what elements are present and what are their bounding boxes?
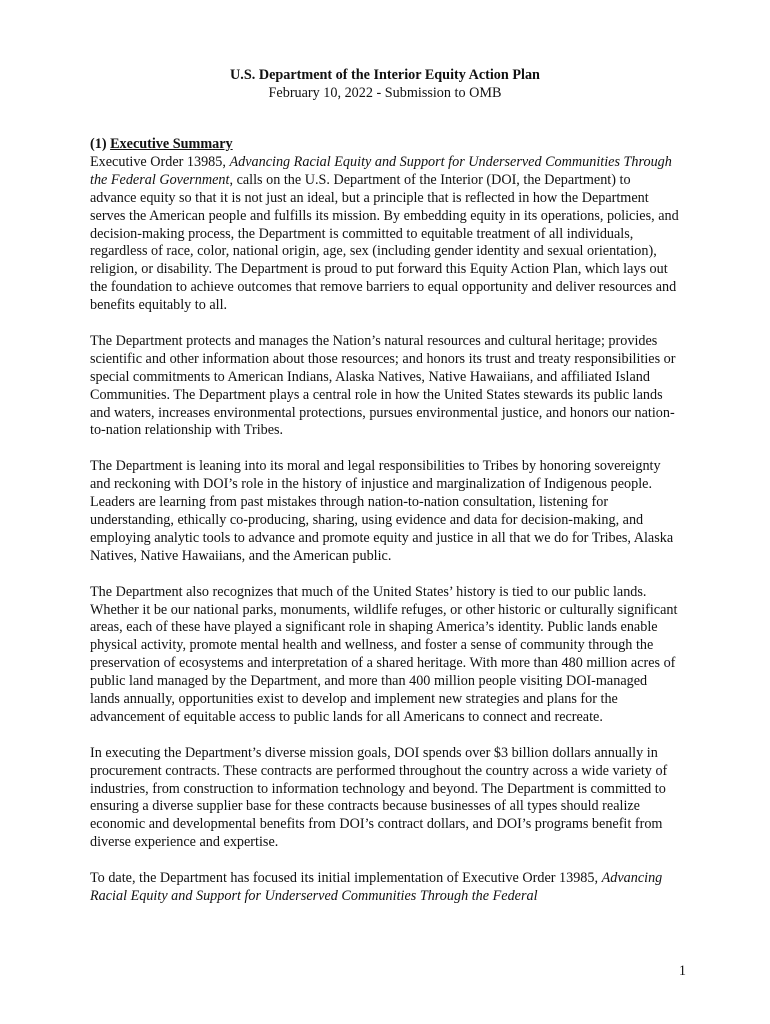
executive-order-title: Advancing Racial Equity and Support for Underserved Communities Through the Federal Government — [90, 153, 672, 188]
paragraph-mission: The Department protects and manages the Nation’s natural resources and cultural heritage; provides scientific and other information about those resources; and honors its trust and treaty responsibilities or special commitments to American Indians, Alaska Natives, Native Hawaiians, and affiliated Island Communities. The Department plays a central role in how the United States stewards its public lands and waters, increases environmental protections, pursues environmental justice, and honors our nation-to-nation relationship with Tribes. — [90, 332, 676, 439]
executive-order-title: Advancing Racial Equity and Support for Underserved Communities Through the Federal — [90, 870, 663, 904]
section-heading — [90, 136, 680, 154]
paragraph-executive-order — [90, 154, 680, 315]
document-body — [90, 136, 680, 906]
page-number: 1 — [678, 963, 686, 979]
paragraph-procurement: In executing the Department’s diverse mission goals, DOI spends over $3 billion dollars annually in procurement contracts. These contracts are performed throughout the country across a wide variety of industries, from construction to information technology and beyond. The Department is committed to ensuring a diverse supplier base for these contracts because businesses of all types should realize economic and developmental benefits from DOI’s contract dollars, and DOI’s programs benefit from diverse experience and expertise. — [90, 744, 668, 851]
section-number: (1) — [90, 136, 107, 152]
document-title: U.S. Department of the Interior Equity Action Plan — [230, 67, 540, 83]
document-subtitle: February 10, 2022 - Submission to OMB — [268, 85, 502, 101]
paragraph-tribes: The Department is leaning into its moral and legal responsibilities to Tribes by honoring sovereignty and reckoning with DOI’s role in the history of injustice and marginalization of Indigenous people. Leaders are learning from past mistakes through nation-to-nation consultation, listening for understanding, ethically co-producing, sharing, using evidence and data for decision-making, and employing analytic tools to advance and promote equity and justice in all that we do for Tribes, Alaska Natives, Native Hawaiians, and the American public. — [90, 458, 674, 564]
paragraph-text: , calls on the U.S. Department of the Interior (DOI, the Department) to advance equity so that it is not just an ideal, but a principle that is reflected in how the Department serves the American people and fulfills its mission. By embedding equity in its operations, policies, and decision-making process, the Department is committed to equitable treatment of all individuals, regardless of race, color, national origin, age, sex (including gender identity and sexual orientation), religion, or disability. The Department is proud to put forward this Equity Action Plan, which lays out the foundation to achieve outcomes that remove barriers to equal opportunity and deliver resources and benefits equitably to all. — [90, 171, 679, 314]
paragraph-public-lands: The Department also recognizes that much of the United States’ history is tied to our public lands. Whether it be our national parks, monuments, wildlife refuges, or other historic or culturally significant areas, each of these have played a significant role in shaping America’s identity. Public lands enable physical activity, promote mental health and wellness, and foster a sense of community through the preservation of ecosystems and interpretation of a shared heritage. With more than 480 million acres of public land managed by the Department, and more than 400 million people visiting DOI-managed lands annually, opportunities exist to develop and implement new strategies and plans for the advancement of equitable access to public lands for all Americans to connect and recreate. — [90, 583, 678, 725]
paragraph-implementation — [90, 870, 680, 906]
paragraph-text: To date, the Department has focused its initial implementation of Executive Order 13985, — [90, 870, 602, 887]
section-title: Executive Summary — [110, 136, 233, 152]
paragraph-text: Executive Order 13985, — [90, 153, 230, 170]
